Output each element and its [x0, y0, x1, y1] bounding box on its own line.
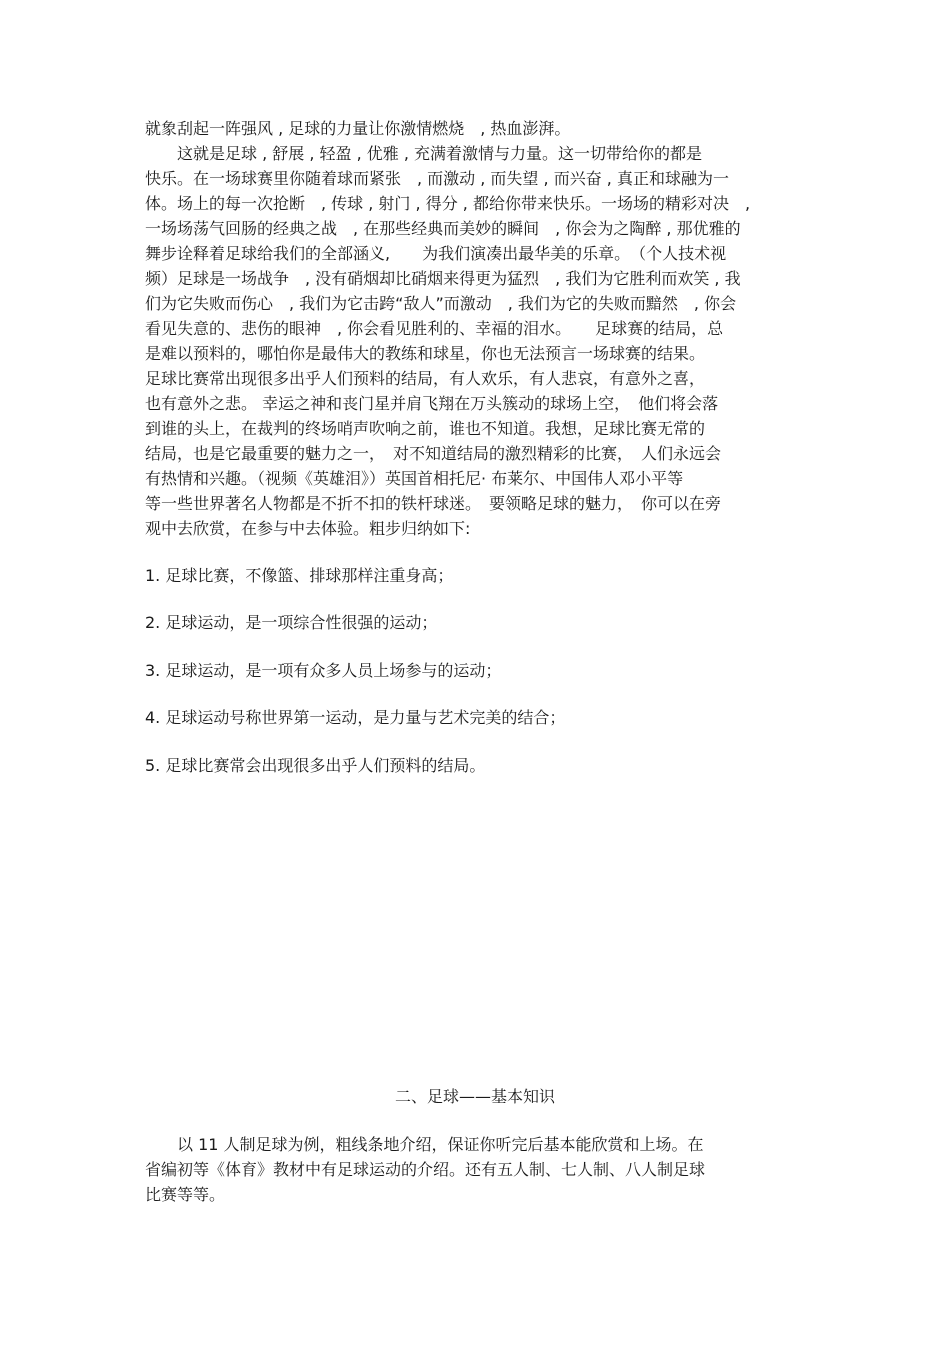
section2-line-2: 省编初等《体育》教材中有足球运动的介绍。还有五人制、七人制、八人制足球	[145, 1160, 706, 1179]
intro-line-16: 等一些世界著名人物都是不折不扣的铁杆球迷。 要领略足球的魅力， 你可以在旁	[145, 494, 722, 513]
intro-line-8: 们为它失败而伤心 , 我们为它击跨“敌人”而激动 , 我们为它的失败而黯然 , 你会	[145, 294, 737, 313]
list-item: 3. 足球运动，是一项有众多人员上场参与的运动；	[145, 661, 502, 680]
intro-line-12: 也有意外之悲。 幸运之神和丧门星并肩飞翔在万头簇动的球场上空， 他们将会落	[145, 394, 719, 413]
intro-line-11: 足球比赛常出现很多出乎人们预料的结局，有人欢乐，有人悲哀，有意外之喜，	[145, 369, 706, 388]
list-item: 1. 足球比赛，不像篮、排球那样注重身高；	[145, 566, 454, 585]
section2-line-1: 以 11 人制足球为例，粗线条地介绍，保证你听完后基本能欣赏和上场。在	[145, 1135, 704, 1154]
intro-line-17: 观中去欣赏，在参与中去体验。粗步归纳如下:	[145, 519, 471, 538]
list-item: 2. 足球运动，是一项综合性很强的运动；	[145, 613, 438, 632]
section2-line-3: 比赛等等。	[145, 1185, 226, 1204]
intro-line-9: 看见失意的、悲伤的眼神 , 你会看见胜利的、幸福的泪水。 足球赛的结局，总	[145, 319, 724, 338]
intro-line-1: 就象刮起一阵强风 , 足球的力量让你激情燃烧 , 热血澎湃。	[145, 119, 571, 138]
intro-line-15: 有热情和兴趣。（视频《英雄泪》）英国首相托尼· 布莱尔、中国伟人邓小平等	[145, 469, 684, 488]
list-item: 4. 足球运动号称世界第一运动，是力量与艺术完美的结合；	[145, 708, 566, 727]
intro-line-3: 快乐。在一场球赛里你随着球而紧张 , 而激动 , 而失望 , 而兴奋 , 真正和球融为一	[145, 169, 729, 188]
intro-line-13: 到谁的头上，在裁判的终场哨声吹响之前，谁也不知道。我想，足球比赛无常的	[145, 419, 706, 438]
intro-line-4: 体。场上的每一次抢断 , 传球 , 射门 , 得分 , 都给你带来快乐。一场场的精彩对决 ,	[145, 194, 751, 213]
intro-line-14: 结局，也是它最重要的魅力之一， 对不知道结局的激烈精彩的比赛， 人们永远会	[145, 444, 722, 463]
section-heading: 二、足球——基本知识	[394, 1087, 555, 1106]
intro-line-7: 频）足球是一场战争 , 没有硝烟却比硝烟来得更为猛烈 , 我们为它胜利而欢笑 , 我	[145, 269, 741, 288]
intro-line-10: 是难以预料的，哪怕你是最伟大的教练和球星，你也无法预言一场球赛的结果。	[145, 344, 706, 363]
intro-line-6: 舞步诠释着足球给我们的全部涵义, 为我们演凑出最华美的乐章。 （个人技术视	[145, 244, 727, 263]
intro-line-5: 一场场荡气回肠的经典之战 , 在那些经典而美妙的瞬间 , 你会为之陶醉 , 那优雅的	[145, 219, 741, 238]
intro-line-2: 这就是足球 , 舒展 , 轻盈 , 优雅 , 充满着激情与力量。这一切带给你的都是	[145, 144, 703, 163]
list-item: 5. 足球比赛常会出现很多出乎人们预料的结局。	[145, 756, 486, 775]
